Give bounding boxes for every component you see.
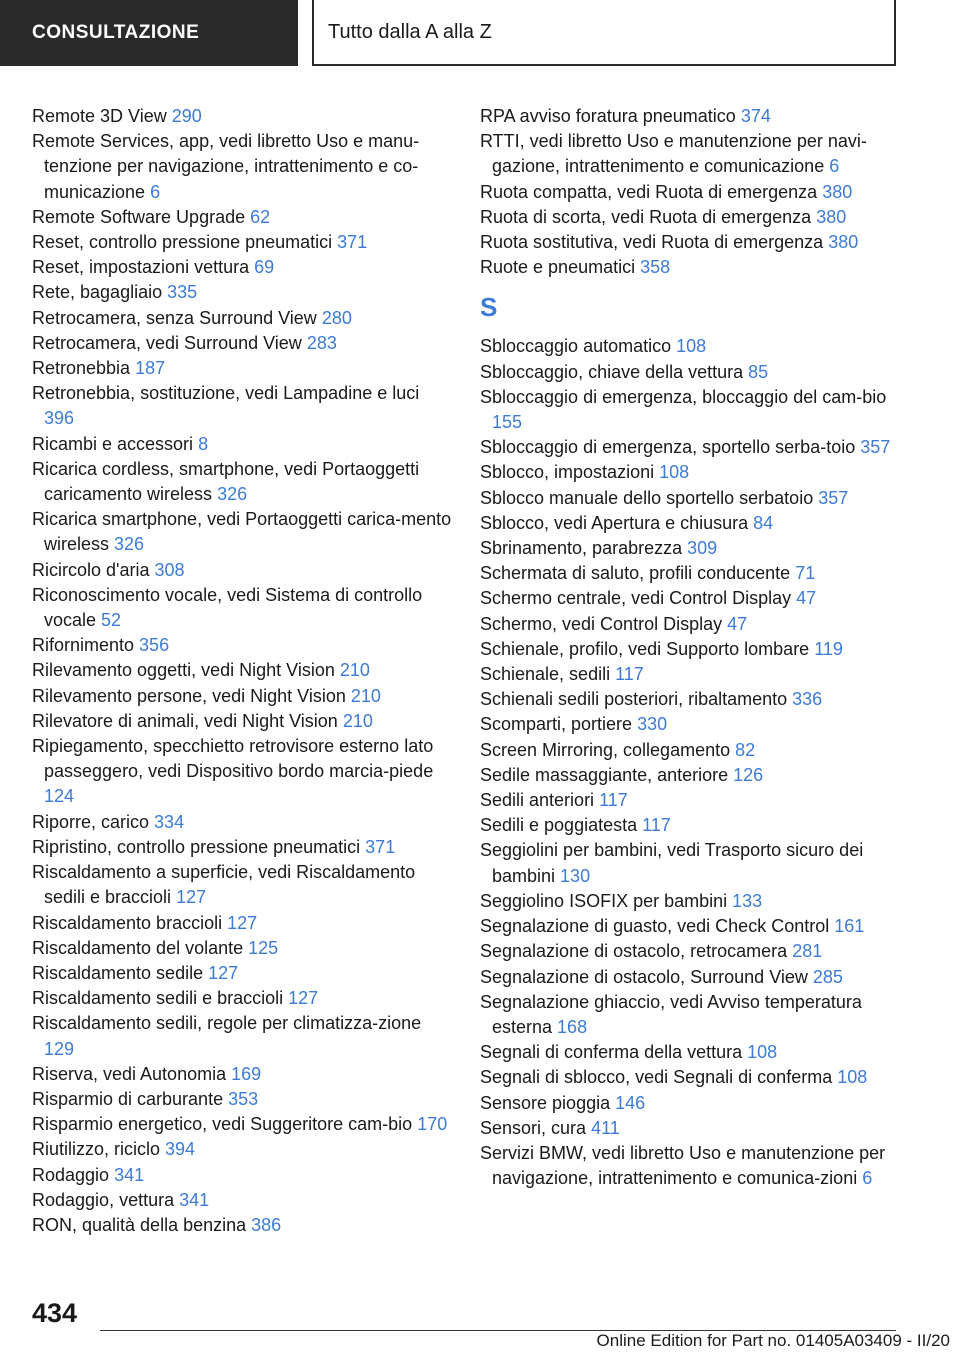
page-link[interactable]: 386 xyxy=(251,1214,282,1235)
index-group-r xyxy=(480,104,900,280)
page-link[interactable]: 126 xyxy=(733,764,764,785)
page-link[interactable]: 129 xyxy=(44,1038,75,1059)
entry-text: Rilevamento persone, vedi Night Vision xyxy=(32,685,351,706)
entry-text: Segnalazione di ostacolo, Surround View xyxy=(480,966,813,987)
index-entry xyxy=(480,511,900,536)
index-entry xyxy=(32,986,452,1011)
index-entry xyxy=(480,1091,900,1116)
index-group-s xyxy=(480,334,900,1191)
page-link[interactable]: 127 xyxy=(176,887,207,908)
page-link[interactable]: 52 xyxy=(101,610,122,631)
page-link[interactable]: 371 xyxy=(365,836,396,857)
entry-text: Riscaldamento sedile xyxy=(32,962,209,983)
page-link[interactable]: 71 xyxy=(795,563,816,584)
entry-text: Ripiegamento, specchietto retrovisore esterno lato passeggero, vedi Dispositivo bordo marcia-piede xyxy=(32,736,434,782)
section-letter: S xyxy=(480,292,498,323)
index-entry xyxy=(32,205,452,230)
page-link[interactable]: 127 xyxy=(288,988,319,1009)
index-entry xyxy=(32,1011,452,1061)
index-entry xyxy=(480,712,900,737)
index-entry xyxy=(32,507,452,557)
entry-text: Sensore pioggia xyxy=(480,1092,616,1113)
page-link[interactable]: 334 xyxy=(154,811,185,832)
index-entry xyxy=(32,936,452,961)
page-number: 434 xyxy=(32,1298,78,1328)
index-entry xyxy=(480,788,900,813)
index-entry xyxy=(480,230,900,255)
index-entry xyxy=(32,306,452,331)
index-entry xyxy=(480,738,900,763)
page-link[interactable]: 210 xyxy=(342,710,373,731)
index-entry xyxy=(480,687,900,712)
index-entry xyxy=(32,860,452,910)
index-entry xyxy=(32,810,452,835)
entry-text: Retrocamera, senza Surround View xyxy=(32,307,322,328)
entry-text: Ruote e pneumatici xyxy=(480,257,641,278)
entry-text: Schienale, profilo, vedi Supporto lombare xyxy=(480,638,815,659)
entry-text: Segnali di conferma della vettura xyxy=(480,1042,748,1063)
index-entry xyxy=(32,432,452,457)
index-entry xyxy=(32,658,452,683)
index-entry xyxy=(480,1116,900,1141)
entry-text: Riscaldamento sedili e braccioli xyxy=(32,988,289,1009)
entry-text: Ricambi e accessori xyxy=(32,433,199,454)
page-link[interactable]: 353 xyxy=(228,1088,259,1109)
page-link[interactable]: 394 xyxy=(165,1139,196,1160)
page-link[interactable]: 146 xyxy=(615,1092,646,1113)
index-entry xyxy=(480,813,900,838)
page-link[interactable]: 341 xyxy=(179,1189,210,1210)
index-entry xyxy=(32,255,452,280)
page-link[interactable]: 85 xyxy=(748,361,769,382)
entry-text: Scomparti, portiere xyxy=(480,714,638,735)
entry-text: Servizi BMW, vedi libretto Uso e manutenzione per navigazione, intrattenimento e comunica-zioni xyxy=(480,1142,886,1189)
page-link[interactable]: 371 xyxy=(337,232,368,253)
index-entry xyxy=(32,835,452,860)
page-link[interactable]: 6 xyxy=(150,181,161,202)
index-entry xyxy=(480,1141,900,1191)
entry-text: Sblocco, impostazioni xyxy=(480,462,660,483)
index-entry xyxy=(32,457,452,507)
entry-text: Sblocco manuale dello sportello serbatoio xyxy=(480,487,819,508)
entry-text: Screen Mirroring, collegamento xyxy=(480,739,736,760)
entry-text: RPA avviso foratura pneumatico xyxy=(480,106,741,126)
entry-text: Riutilizzo, riciclo xyxy=(32,1139,166,1160)
index-entry xyxy=(480,486,900,511)
entry-text: Retronebbia, sostituzione, vedi Lampadine e luci xyxy=(32,383,420,404)
index-entry xyxy=(480,838,900,888)
page-link[interactable]: 155 xyxy=(492,412,523,433)
entry-text: Remote Software Upgrade xyxy=(32,206,251,227)
index-column-left xyxy=(32,104,452,1238)
entry-text: Schermata di saluto, profili conducente xyxy=(480,563,796,584)
index-entry xyxy=(480,255,900,280)
page-link[interactable]: 108 xyxy=(659,462,690,483)
entry-text: Ricarica smartphone, vedi Portaoggetti carica-mento wireless xyxy=(32,509,452,555)
page-link[interactable]: 290 xyxy=(171,106,202,126)
entry-text: Sedili anteriori xyxy=(480,790,600,811)
page-link[interactable]: 47 xyxy=(796,588,817,609)
index-entry xyxy=(32,129,452,205)
entry-text: Schermo centrale, vedi Control Display xyxy=(480,588,797,609)
page-link[interactable]: 187 xyxy=(135,358,166,379)
index-entry xyxy=(480,939,900,964)
index-entry xyxy=(32,356,452,381)
index-entry xyxy=(480,205,900,230)
index-entry xyxy=(32,1137,452,1162)
page-link[interactable]: 356 xyxy=(139,635,170,656)
entry-text: Segnalazione ghiaccio, vedi Avviso temperatura esterna xyxy=(480,991,862,1037)
entry-text: Riserva, vedi Autonomia xyxy=(32,1063,232,1084)
page-link[interactable]: 169 xyxy=(231,1063,262,1084)
index-entry xyxy=(32,734,452,810)
index-entry xyxy=(480,637,900,662)
page-link[interactable]: 127 xyxy=(208,962,239,983)
page-link[interactable]: 117 xyxy=(615,664,644,685)
entry-text: Segnalazione di guasto, vedi Check Control xyxy=(480,916,835,937)
page-link[interactable]: 411 xyxy=(591,1117,620,1138)
page-link[interactable]: 47 xyxy=(727,613,748,634)
index-entry xyxy=(32,1163,452,1188)
index-entry xyxy=(480,129,900,179)
entry-text: Rodaggio, vettura xyxy=(32,1189,180,1210)
page-link[interactable]: 285 xyxy=(812,966,843,987)
index-entry xyxy=(32,1087,452,1112)
index-entry xyxy=(480,360,900,385)
index-entry xyxy=(32,1112,452,1137)
page-link[interactable]: 108 xyxy=(837,1067,868,1088)
entry-text: Seggiolino ISOFIX per bambini xyxy=(480,890,733,911)
page-link[interactable]: 380 xyxy=(816,206,847,227)
index-entry xyxy=(480,104,900,129)
index-entry xyxy=(32,331,452,356)
index-entry xyxy=(480,662,900,687)
page-link[interactable]: 280 xyxy=(321,307,352,328)
index-entry xyxy=(32,104,452,129)
index-entry xyxy=(480,180,900,205)
page-link[interactable]: 117 xyxy=(599,790,628,811)
page-link[interactable]: 62 xyxy=(250,206,271,227)
entry-text: Riporre, carico xyxy=(32,811,155,832)
entry-text: Risparmio di carburante xyxy=(32,1088,229,1109)
entry-text: Retrocamera, vedi Surround View xyxy=(32,332,307,353)
index-entry xyxy=(32,381,452,431)
page-link[interactable]: 308 xyxy=(154,559,185,580)
index-entry xyxy=(480,889,900,914)
entry-text: Schienali sedili posteriori, ribaltamento xyxy=(480,689,793,710)
index-entry xyxy=(480,990,900,1040)
entry-text: Rodaggio xyxy=(32,1164,115,1185)
entry-text: Sbloccaggio di emergenza, sportello serba-toio xyxy=(480,437,861,458)
index-entry xyxy=(32,280,452,305)
entry-text: Riscaldamento del volante xyxy=(32,937,249,958)
page-link[interactable]: 108 xyxy=(747,1042,778,1063)
entry-text: Sedili e poggiatesta xyxy=(480,815,643,836)
entry-text: Riscaldamento sedili, regole per climatizza-zione xyxy=(32,1013,422,1034)
page-link[interactable]: 341 xyxy=(114,1164,145,1185)
section-tab: CONSULTAZIONE xyxy=(0,0,298,66)
page-link[interactable]: 130 xyxy=(560,865,591,886)
page-link[interactable]: 125 xyxy=(248,937,279,958)
entry-text: Sedile massaggiante, anteriore xyxy=(480,764,734,785)
index-entry xyxy=(32,1188,452,1213)
entry-text: Remote 3D View xyxy=(32,106,172,126)
index-entry xyxy=(480,435,900,460)
entry-text: Remote Services, app, vedi libretto Uso e manu-tenzione per navigazione, intrattenimento e co-municazione xyxy=(32,131,420,202)
index-entry xyxy=(480,561,900,586)
entry-text: Riconoscimento vocale, vedi Sistema di controllo vocale xyxy=(32,584,423,631)
page-link[interactable]: 210 xyxy=(339,660,370,681)
index-entry xyxy=(480,460,900,485)
index-entry xyxy=(480,763,900,788)
page-link[interactable]: 210 xyxy=(350,685,381,706)
index-entry xyxy=(32,961,452,986)
entry-text: Segnalazione di ostacolo, retrocamera xyxy=(480,941,793,962)
page-link[interactable]: 326 xyxy=(217,484,248,505)
index-entry xyxy=(480,965,900,990)
page-header xyxy=(0,0,960,66)
page-link[interactable]: 124 xyxy=(44,786,75,807)
index-entry xyxy=(480,612,900,637)
entry-text: Rete, bagagliaio xyxy=(32,282,168,303)
page-link[interactable]: 330 xyxy=(637,714,668,735)
entry-text: Ripristino, controllo pressione pneumatici xyxy=(32,836,366,857)
entry-text: Sblocco, vedi Apertura e chiusura xyxy=(480,512,754,533)
index-entry xyxy=(480,334,900,359)
index-entry xyxy=(480,536,900,561)
entry-text: Reset, controllo pressione pneumatici xyxy=(32,232,338,253)
page-link[interactable]: 380 xyxy=(822,181,853,202)
entry-text: Sbloccaggio automatico xyxy=(480,336,677,357)
entry-text: Riscaldamento a superficie, vedi Riscaldamento sedili e braccioli xyxy=(32,862,416,908)
page-link[interactable]: 358 xyxy=(640,257,671,278)
chapter-title: Tutto dalla A alla Z xyxy=(312,0,896,66)
index-entry xyxy=(32,684,452,709)
page-link[interactable]: 82 xyxy=(735,739,756,760)
entry-text: Risparmio energetico, vedi Suggeritore cam-bio xyxy=(32,1114,418,1135)
page-link[interactable]: 127 xyxy=(227,912,258,933)
page-link[interactable]: 380 xyxy=(828,232,859,253)
page-link[interactable]: 336 xyxy=(792,689,823,710)
page-link[interactable]: 119 xyxy=(814,638,843,659)
page-link[interactable]: 69 xyxy=(254,257,275,278)
page-link[interactable]: 84 xyxy=(753,512,774,533)
entry-text: RTTI, vedi libretto Uso e manutenzione per navi-gazione, intrattenimento e comunicazione xyxy=(480,131,867,177)
entry-text: Retronebbia xyxy=(32,358,136,379)
index-entry xyxy=(32,709,452,734)
entry-text: Sbloccaggio di emergenza, bloccaggio del cam-bio xyxy=(480,386,887,407)
page-link[interactable]: 108 xyxy=(676,336,707,357)
page-link[interactable]: 133 xyxy=(732,890,763,911)
index-entry xyxy=(480,1065,900,1090)
entry-text: Ricarica cordless, smartphone, vedi Portaoggetti caricamento wireless xyxy=(32,458,420,505)
entry-text: Ruota compatta, vedi Ruota di emergenza xyxy=(480,181,823,202)
entry-text: Rilevatore di animali, vedi Night Vision xyxy=(32,710,343,731)
index-entry xyxy=(480,385,900,435)
entry-text: Seggiolini per bambini, vedi Trasporto sicuro dei bambini xyxy=(480,840,864,886)
index-column-right xyxy=(480,104,900,1191)
index-entry xyxy=(32,911,452,936)
page-link[interactable]: 8 xyxy=(198,433,209,454)
page-link[interactable]: 170 xyxy=(417,1114,448,1135)
entry-text: Rifornimento xyxy=(32,635,140,656)
page-link[interactable]: 357 xyxy=(860,437,891,458)
entry-text: RON, qualità della benzina xyxy=(32,1214,252,1235)
page-link[interactable]: 374 xyxy=(740,106,771,126)
page-link[interactable]: 283 xyxy=(306,332,337,353)
page-link[interactable]: 6 xyxy=(829,156,840,177)
index-entry xyxy=(32,558,452,583)
page-link[interactable]: 309 xyxy=(687,538,718,559)
page-link[interactable]: 161 xyxy=(834,916,865,937)
entry-text: Segnali di sblocco, vedi Segnali di conferma xyxy=(480,1067,838,1088)
page-link[interactable]: 6 xyxy=(862,1168,873,1189)
index-entry xyxy=(480,914,900,939)
index-entry xyxy=(32,230,452,255)
entry-text: Ruota sostitutiva, vedi Ruota di emergenza xyxy=(480,232,829,253)
entry-text: Ruota di scorta, vedi Ruota di emergenza xyxy=(480,206,817,227)
entry-text: Riscaldamento braccioli xyxy=(32,912,228,933)
page-link[interactable]: 281 xyxy=(792,941,823,962)
entry-text: Schienale, sedili xyxy=(480,664,616,685)
page-link[interactable]: 326 xyxy=(114,534,145,555)
entry-text: Sbrinamento, parabrezza xyxy=(480,538,688,559)
entry-text: Reset, impostazioni vettura xyxy=(32,257,255,278)
edition-note: Online Edition for Part no. 01405A03409 - II/20 xyxy=(596,1331,950,1350)
page-link[interactable]: 357 xyxy=(818,487,849,508)
index-entry xyxy=(480,586,900,611)
entry-text: Schermo, vedi Control Display xyxy=(480,613,728,634)
index-entry xyxy=(32,1062,452,1087)
index-entry xyxy=(32,1213,452,1238)
page-link[interactable]: 117 xyxy=(642,815,671,836)
page-link[interactable]: 335 xyxy=(167,282,198,303)
page-link[interactable]: 168 xyxy=(557,1016,588,1037)
entry-text: Sbloccaggio, chiave della vettura xyxy=(480,361,749,382)
page-link[interactable]: 396 xyxy=(44,408,75,429)
entry-text: Rilevamento oggetti, vedi Night Vision xyxy=(32,660,340,681)
index-entry xyxy=(480,1040,900,1065)
index-entry xyxy=(32,633,452,658)
entry-text: Sensori, cura xyxy=(480,1117,592,1138)
entry-text: Ricircolo d'aria xyxy=(32,559,155,580)
index-entry xyxy=(32,583,452,633)
